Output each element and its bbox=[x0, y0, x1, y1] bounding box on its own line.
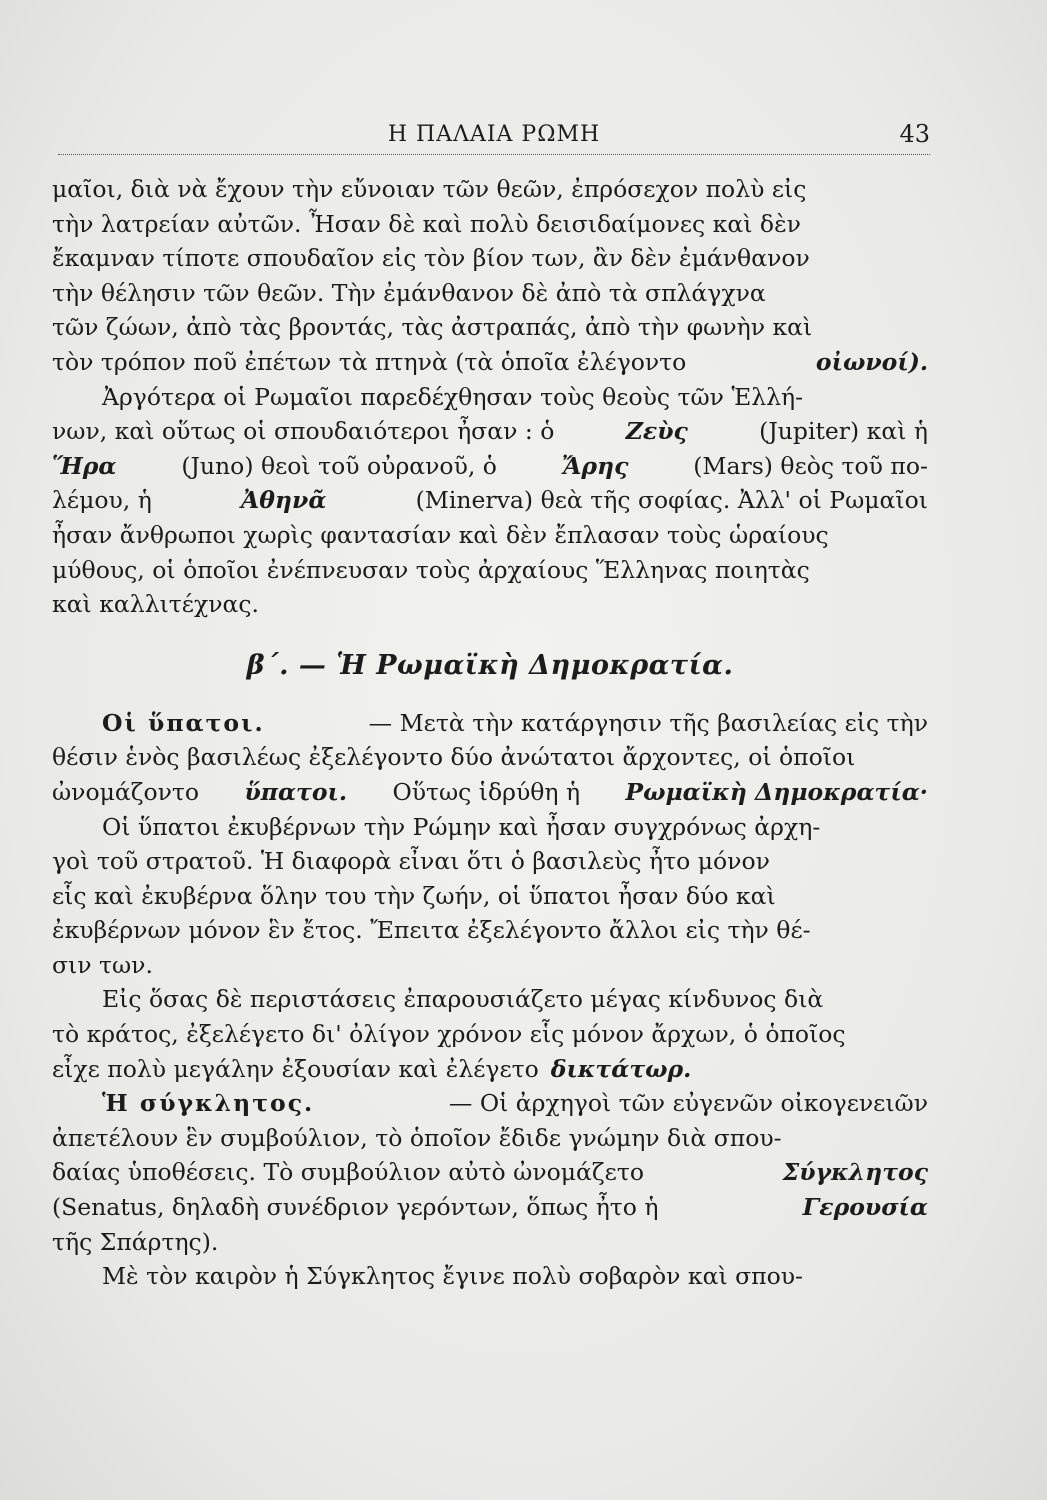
text-line: (Senatus, δηλαδὴ συνέδριον γερόντων, ὅπως ἦτο ἡ Γερουσία bbox=[52, 1190, 928, 1225]
text-line: σιν των. bbox=[52, 950, 153, 979]
paragraph-greek-gods bbox=[52, 380, 928, 622]
subheading-senate: Ἡ σύγκλητος. bbox=[102, 1089, 315, 1118]
term-synkletos: Σύγκλητος bbox=[782, 1158, 928, 1187]
text-line: Οἱ ὕπατοι ἐκυβέρνων τὴν Ρώμην καὶ ἦσαν συγχρόνως ἀρχη- bbox=[102, 812, 821, 841]
text-line: ἦσαν ἄνθρωποι χωρὶς φαντασίαν καὶ δὲν ἔπλασαν τοὺς ὡραίους bbox=[52, 520, 829, 549]
term-dictator: δικτάτωρ. bbox=[550, 1054, 692, 1083]
text-line: μύθους, οἱ ὁποῖοι ἐνέπνευσαν τοὺς ἀρχαίους Ἕλληνας ποιητὰς bbox=[52, 555, 810, 584]
page-number: 43 bbox=[899, 120, 930, 148]
term-zeus: Ζεὺς bbox=[625, 417, 688, 446]
text-line: Ἥρα (Juno) θεοὶ τοῦ οὐρανοῦ, ὁ Ἄρης (Mars) θεὸς τοῦ πο- bbox=[52, 449, 928, 484]
term-oionoi: οἰωνοί). bbox=[815, 347, 928, 376]
text-line: τὸ κράτος, ἐξελέγετο δι' ὀλίγον χρόνον εἷς μόνον ἄρχων, ὁ ὁποῖος bbox=[52, 1020, 846, 1049]
text-line: νων, καὶ οὕτως οἱ σπουδαιότεροι ἦσαν : ὁ Ζεὺς (Jupiter) καὶ ἡ bbox=[52, 414, 928, 449]
text-line: εἷς καὶ ἐκυβέρνα ὅλην του τὴν ζωήν, οἱ ὕπατοι ἦσαν δύο καὶ bbox=[52, 881, 776, 910]
text-line: τὴν θέλησιν τῶν θεῶν. Τὴν ἐμάνθανον δὲ ἀπὸ τὰ σπλάγχνα bbox=[52, 278, 766, 307]
text-line: εἶχε πολὺ μεγάλην ἐξουσίαν καὶ ἐλέγετο δικτάτωρ. bbox=[52, 1052, 928, 1087]
page-body bbox=[52, 172, 928, 1294]
text-line: δαίας ὑποθέσεις. Τὸ συμβούλιον αὐτὸ ὠνομάζετο Σύγκλητος bbox=[52, 1155, 928, 1190]
text-line: τῶν ζώων, ἀπὸ τὰς βροντάς, τὰς ἀστραπάς, ἀπὸ τὴν φωνὴν καὶ bbox=[52, 313, 813, 342]
section-senate bbox=[52, 1086, 928, 1294]
term-roman-republic: Ρωμαϊκὴ Δημοκρατία· bbox=[625, 777, 928, 806]
text-line: Εἰς ὅσας δὲ περιστάσεις ἐπαρουσιάζετο μέγας κίνδυνος διὰ bbox=[102, 985, 824, 1014]
term-gerousia: Γερουσία bbox=[802, 1193, 928, 1222]
running-title: Η ΠΑΛΑΙΑ ΡΩΜΗ bbox=[387, 122, 601, 147]
section-title: β΄. — Ἡ Ρωμαϊκὴ Δημοκρατία. bbox=[246, 649, 734, 681]
page-header bbox=[58, 118, 930, 155]
term-hera: Ἥρα bbox=[52, 451, 117, 480]
term-ares: Ἄρης bbox=[561, 451, 629, 480]
paragraph-roman-gods-worship bbox=[52, 172, 928, 380]
text-line: λέμου, ἡ Ἀθηνᾶ (Minerva) θεὰ τῆς σοφίας. Ἀλλ' οἱ Ρωμαῖοι bbox=[52, 483, 928, 518]
text-line: ἐκυβέρνων μόνον ἓν ἔτος. Ἔπειτα ἐξελέγοντο ἄλλοι εἰς τὴν θέ- bbox=[52, 916, 811, 945]
text-line: μαῖοι, διὰ νὰ ἔχουν τὴν εὔνοιαν τῶν θεῶν, ἐπρόσεχον πολὺ εἰς bbox=[52, 175, 807, 203]
text-line: Οἱ ὕπατοι. — Μετὰ τὴν κατάργησιν τῆς βασιλείας εἰς τὴν bbox=[52, 706, 928, 741]
text-line: καὶ καλλιτέχνας. bbox=[52, 590, 260, 619]
term-athena: Ἀθηνᾶ bbox=[241, 486, 327, 515]
text-line: γοὶ τοῦ στρατοῦ. Ἡ διαφορὰ εἶναι ὅτι ὁ βασιλεὺς ἦτο μόνον bbox=[52, 847, 770, 876]
text-line: θέσιν ἑνὸς βασιλέως ἐξελέγοντο δύο ἀνώτατοι ἄρχοντες, οἱ ὁποῖοι bbox=[52, 743, 856, 772]
text-line: Μὲ τὸν καιρὸν ἡ Σύγκλητος ἔγινε πολὺ σοβαρὸν καὶ σπου- bbox=[102, 1262, 803, 1291]
subheading-consuls: Οἱ ὕπατοι. bbox=[102, 708, 265, 737]
text-line: τὴν λατρείαν αὐτῶν. Ἦσαν δὲ καὶ πολὺ δεισιδαίμονες καὶ δὲν bbox=[52, 209, 801, 238]
text-line: ἔκαμναν τίποτε σπουδαῖον εἰς τὸν βίον των, ἂν δὲν ἐμάνθανον bbox=[52, 244, 810, 273]
text-line: ἀπετέλουν ἓν συμβούλιον, τὸ ὁποῖον ἔδιδε γνώμην διὰ σπου- bbox=[52, 1123, 782, 1152]
text-line: Ἡ σύγκλητος. — Οἱ ἀρχηγοὶ τῶν εὐγενῶν οἰκογενειῶν bbox=[52, 1086, 928, 1121]
section-consuls bbox=[52, 706, 928, 1087]
text-line: τῆς Σπάρτης). bbox=[52, 1227, 219, 1256]
term-hypatoi: ὕπατοι. bbox=[244, 777, 348, 806]
text-line: Ἀργότερα οἱ Ρωμαῖοι παρεδέχθησαν τοὺς θεοὺς τῶν Ἑλλή- bbox=[102, 382, 804, 411]
text-line: τὸν τρόπον ποῦ ἐπέτων τὰ πτηνὰ (τὰ ὁποῖα ἐλέγοντο οἰωνοί). bbox=[52, 345, 928, 380]
text-line: ὠνομάζοντο ὕπατοι. Οὕτως ἱδρύθη ἡ Ρωμαϊκὴ Δημοκρατία· bbox=[52, 775, 928, 810]
